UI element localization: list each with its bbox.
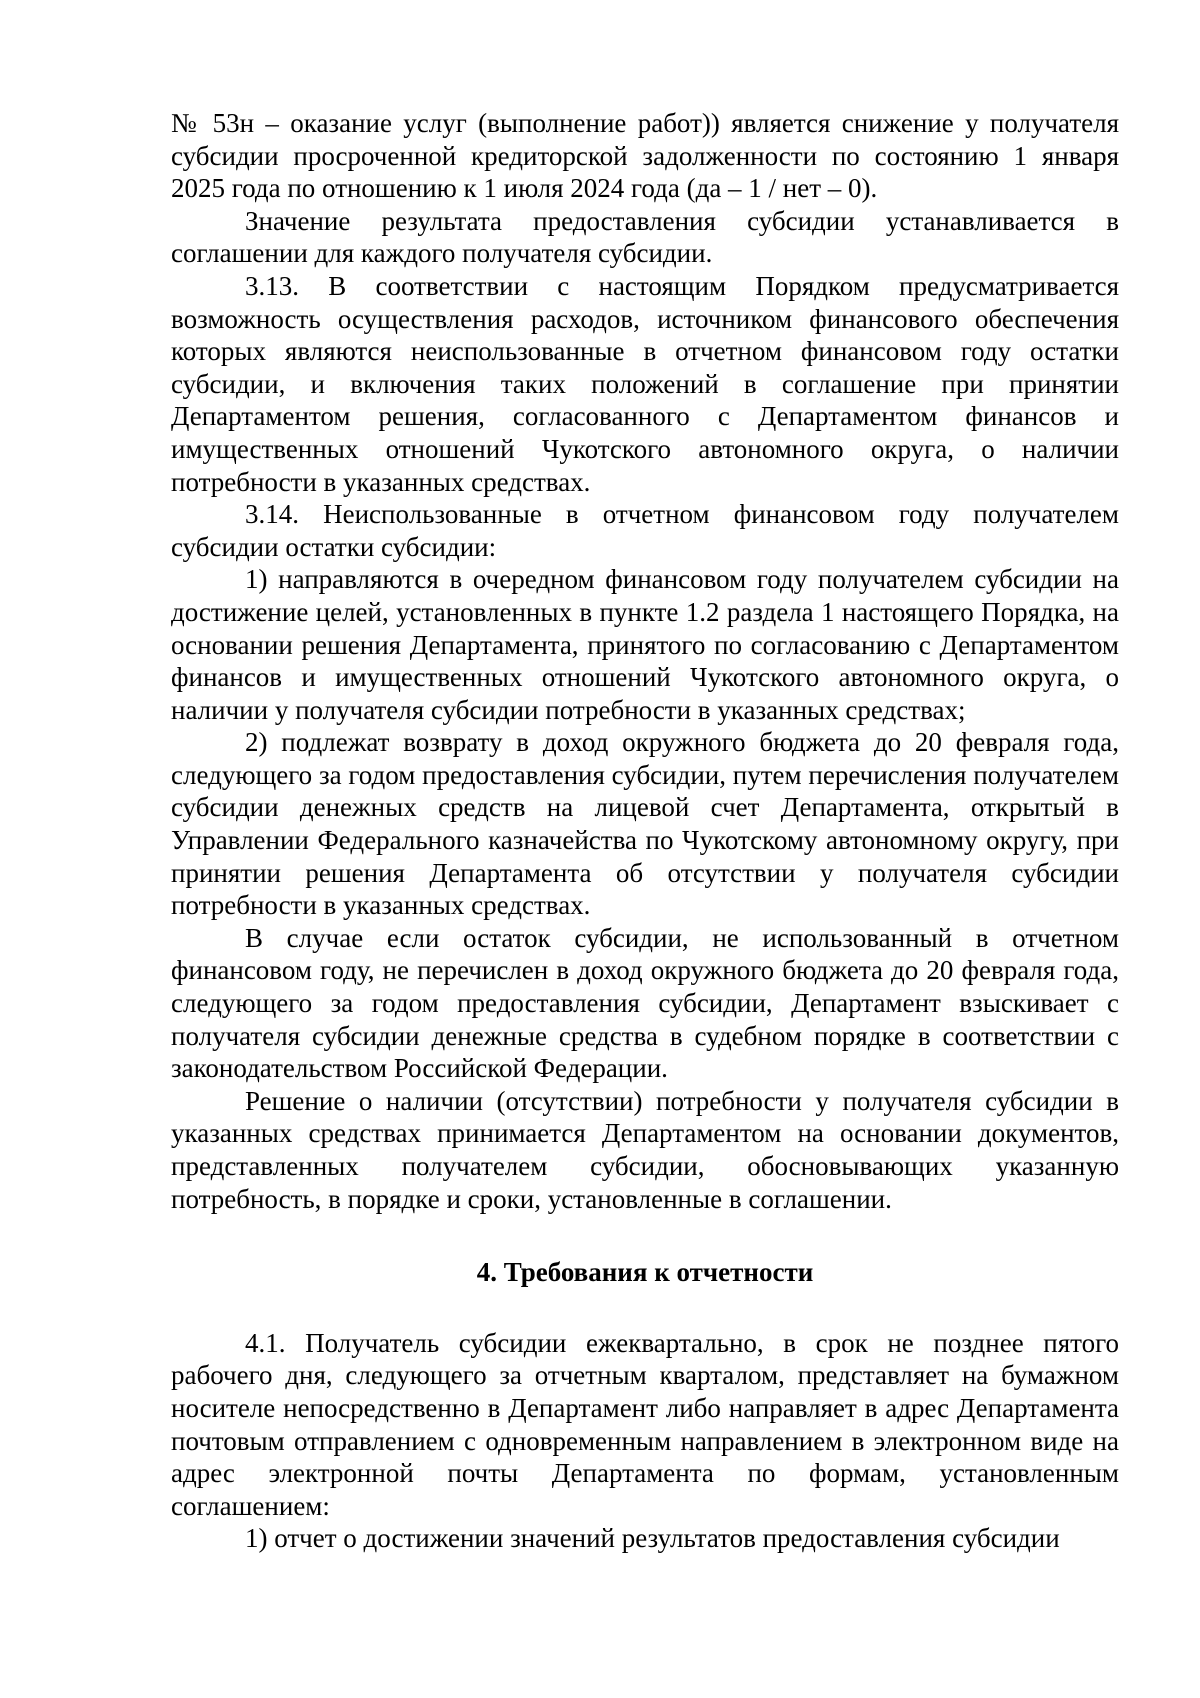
paragraph-3-14-item-2: 2) подлежат возврату в доход окружного бюджета до 20 февраля года, следующего за годом предоставления субсидии, путем перечисления получателем субсидии денежных средств на лицевой счет Департамента, открытый в Управлении Федерального казначейства по Чукотскому автономному округу, при принятии решения Департамента об отсутствии у получателя субсидии потребности в указанных средствах. — [171, 727, 1119, 921]
paragraph-4-1: 4.1. Получатель субсидии ежеквартально, в срок не позднее пятого рабочего дня, следующего за отчетным кварталом, представляет на бумажном носителе непосредственно в Департамент либо направляет в адрес Департамента почтовым отправлением с одновременным направлением в электронном виде на адрес электронной почты Департамента по формам, установленным соглашением: — [171, 1327, 1119, 1521]
paragraph-case: В случае если остаток субсидии, не использованный в отчетном финансовом году, не перечислен в доход окружного бюджета до 20 февраля года, следующего за годом предоставления субсидии, Департамент взыскивает с получателя субсидии денежные средства в судебном порядке в соответствии с законодательством Российской Федерации. — [171, 922, 1119, 1084]
paragraph-4-1-item-1: 1) отчет о достижении значений результатов предоставления субсидии — [245, 1523, 1060, 1554]
document-page — [171, 107, 1119, 1555]
paragraph-continued: № 53н – оказание услуг (выполнение работ)) является снижение у получателя субсидии просроченной кредиторской задолженности по состоянию 1 января 2025 года по отношению к 1 июля 2024 года (да – 1 / нет – 0). — [171, 108, 1119, 204]
paragraph-3-14-item-1: 1) направляются в очередном финансовом году получателем субсидии на достижение целей, установленных в пункте 1.2 раздела 1 настоящего Порядка, на основании решения Департамента, принятого по согласованию с Департаментом финансов и имущественных отношений Чукотского автономного округа, о наличии у получателя субсидии потребности в указанных средствах; — [171, 564, 1119, 725]
paragraph-3-13: 3.13. В соответствии с настоящим Порядком предусматривается возможность осуществления расходов, источником финансового обеспечения которых являются неиспользованные в отчетном финансовом году остатки субсидии, и включения таких положений в соглашение при принятии Департаментом решения, согласованного с Департаментом финансов и имущественных отношений Чукотского автономного округа, о наличии потребности в указанных средствах. — [171, 270, 1119, 497]
paragraph-3-14: 3.14. Неиспользованные в отчетном финансовом году получателем субсидии остатки субсидии: — [171, 499, 1119, 562]
paragraph-result-value: Значение результата предоставления субсидии устанавливается в соглашении для каждого получателя субсидии. — [171, 205, 1119, 269]
paragraph-decision: Решение о наличии (отсутствии) потребности у получателя субсидии в указанных средствах принимается Департаментом на основании документов, представленных получателем субсидии, обосновывающих указанную потребность, в порядке и сроки, установленные в соглашении. — [171, 1085, 1119, 1214]
section-heading: 4. Требования к отчетности — [476, 1257, 814, 1288]
